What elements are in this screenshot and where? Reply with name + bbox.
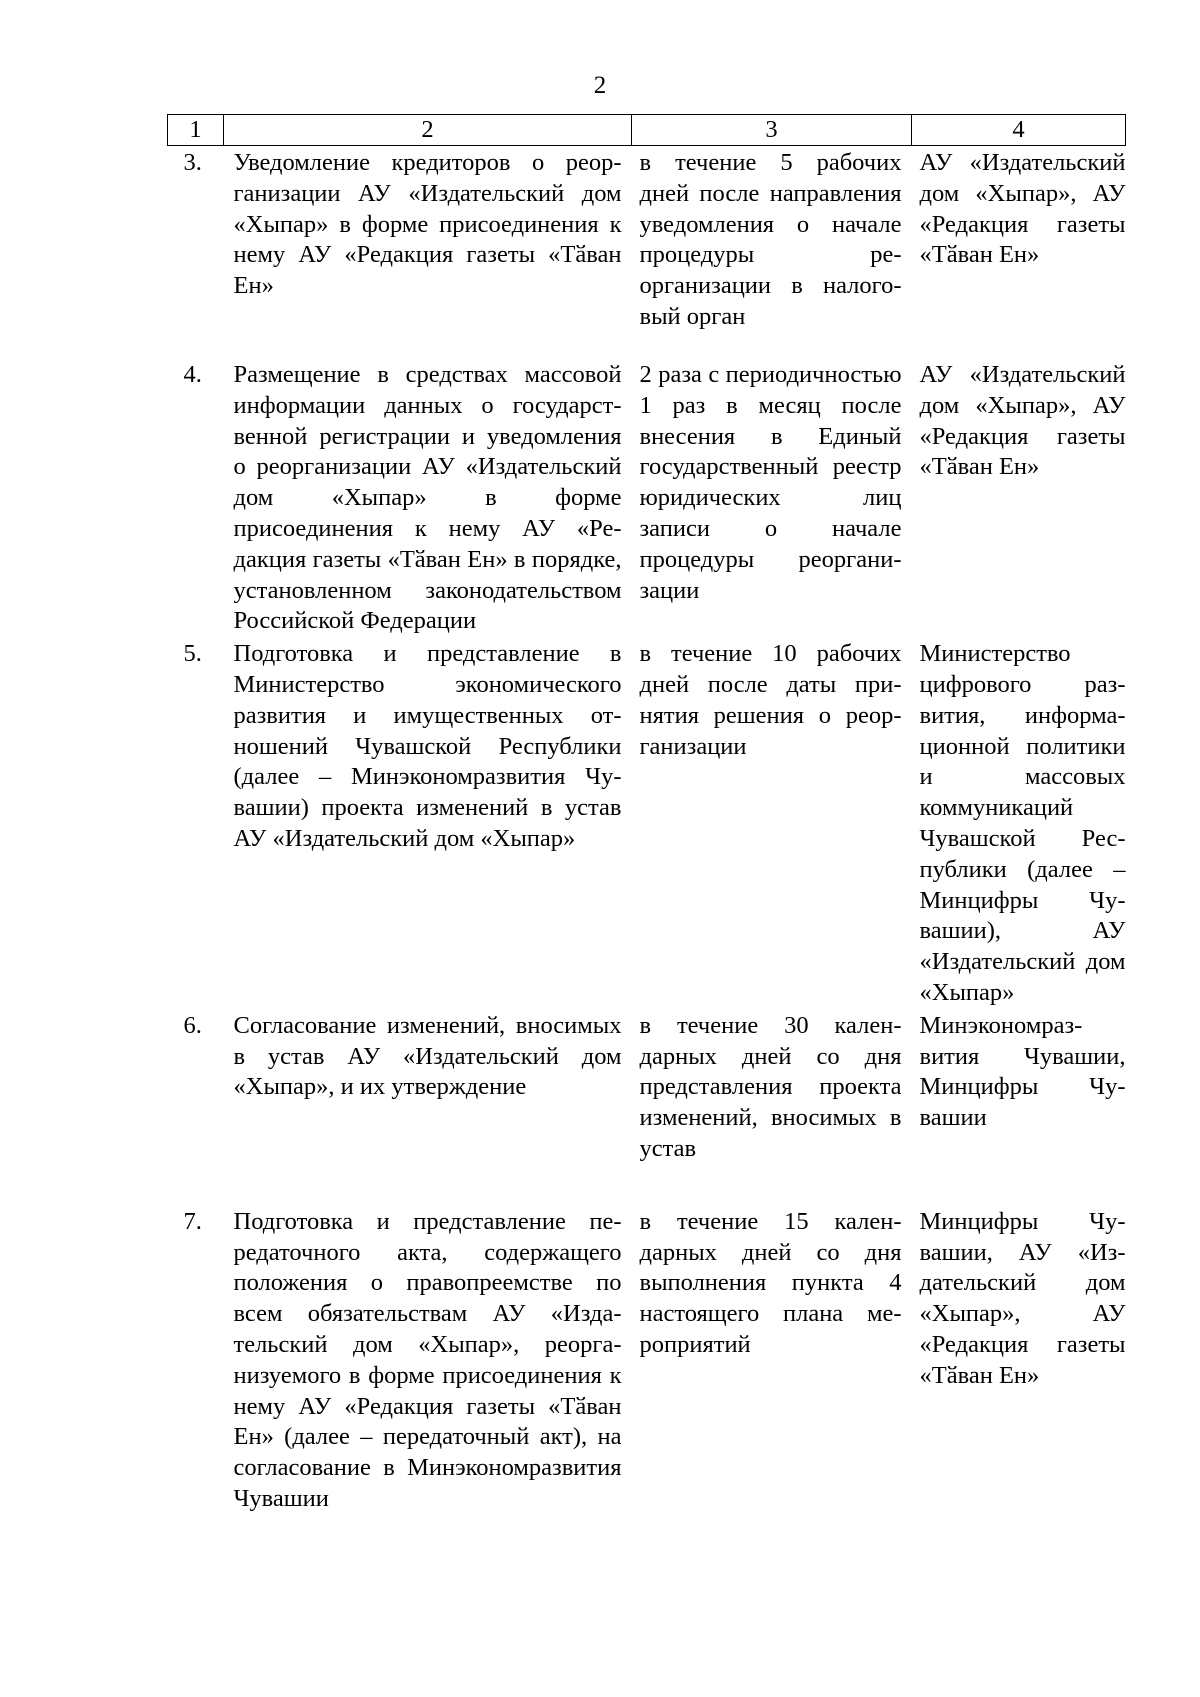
row-deadline: в течение 5 рабочих дней после направления уведомления о начале процедуры реорганизации в налоговый орган [639,149,902,330]
row-number: 3. [183,149,202,176]
table-header [168,115,1126,146]
table-row [168,1009,1126,1205]
header-col-action: 2 [224,115,632,146]
row-action: Уведомление кредиторов о реорганизации АУ «Издательский дом «Хыпар» в форме присоединения к нему АУ «Редакция газеты «Тӑван Ен» [233,149,622,300]
table-body [168,146,1126,1515]
header-col-number: 1 [168,115,224,146]
table-row [168,637,1126,1009]
header-col-deadline: 3 [632,115,912,146]
row-number: 4. [183,361,202,388]
row-action: Размещение в средствах массовой информации данных о государственной регистрации и уведомления о реорганизации АУ «Издательский дом «Хыпар» в форме присоединения к нему АУ «Редакция газеты «Тӑван Ен» в порядке, установленном законодательством Российской Федерации [233,361,622,635]
header-col-responsible: 4 [912,115,1126,146]
header-row [168,115,1126,146]
row-number: 5. [183,640,202,668]
row-action: Согласование изменений, вносимых в устав АУ «Издательский дом «Хыпар», и их утверждение [233,1011,622,1101]
row-deadline: в течение 30 календарных дней со дня представления проекта изменений, вносимых в устав [639,1011,902,1162]
row-responsible: АУ «Издательский дом «Хыпар», АУ «Редакция газеты «Тӑван Ен» [919,149,1126,269]
page-number: 2 [593,72,607,99]
row-responsible: Минцифры Чувашии, АУ «Издательский дом «Хыпар», АУ «Редакция газеты «Тӑван Ен» [919,1207,1126,1389]
row-action: Подготовка и представление передаточного акта, содержащего положения о правопреемстве по всем обязательствам АУ «Издательский дом «Хыпар», реорганизуемого в форме присоединения к нему АУ «Редакция газеты «Тӑван Ен» (далее – передаточный акт), на согласование в Минэкономразвития Чувашии [233,1207,622,1512]
row-deadline: в течение 15 календарных дней со дня выполнения пункта 4 настоящего плана мероприятий [639,1207,902,1358]
row-deadline: в течение 10 рабочих дней после даты принятия решения о реорганизации [639,640,902,760]
row-responsible: Министерство цифрового развития, информационной политики и массовых коммуникаций Чувашской Республики (далее – Минцифры Чувашии), АУ «Издательский дом «Хыпар» [919,640,1126,1006]
table-row [168,358,1126,637]
row-responsible: Минэкономразвития Чувашии, Минцифры Чувашии [919,1011,1126,1132]
row-action: Подготовка и представление в Министерство экономического развития и имущественных отношений Чувашской Республики (далее – Минэкономразвития Чувашии) проекта изменений в устав АУ «Издательский дом «Хыпар» [233,640,622,852]
table-row [168,1205,1126,1515]
row-number: 6. [183,1011,202,1039]
table-row [168,146,1126,359]
row-responsible: АУ «Издательский дом «Хыпар», АУ «Редакция газеты «Тӑван Ен» [919,361,1126,481]
row-number: 7. [183,1207,202,1235]
row-deadline: 2 раза с периодичностью 1 раз в месяц после внесения в Единый государственный реестр юридических лиц записи о начале процедуры реорганизации [639,361,902,604]
action-plan-table [167,114,1126,1515]
